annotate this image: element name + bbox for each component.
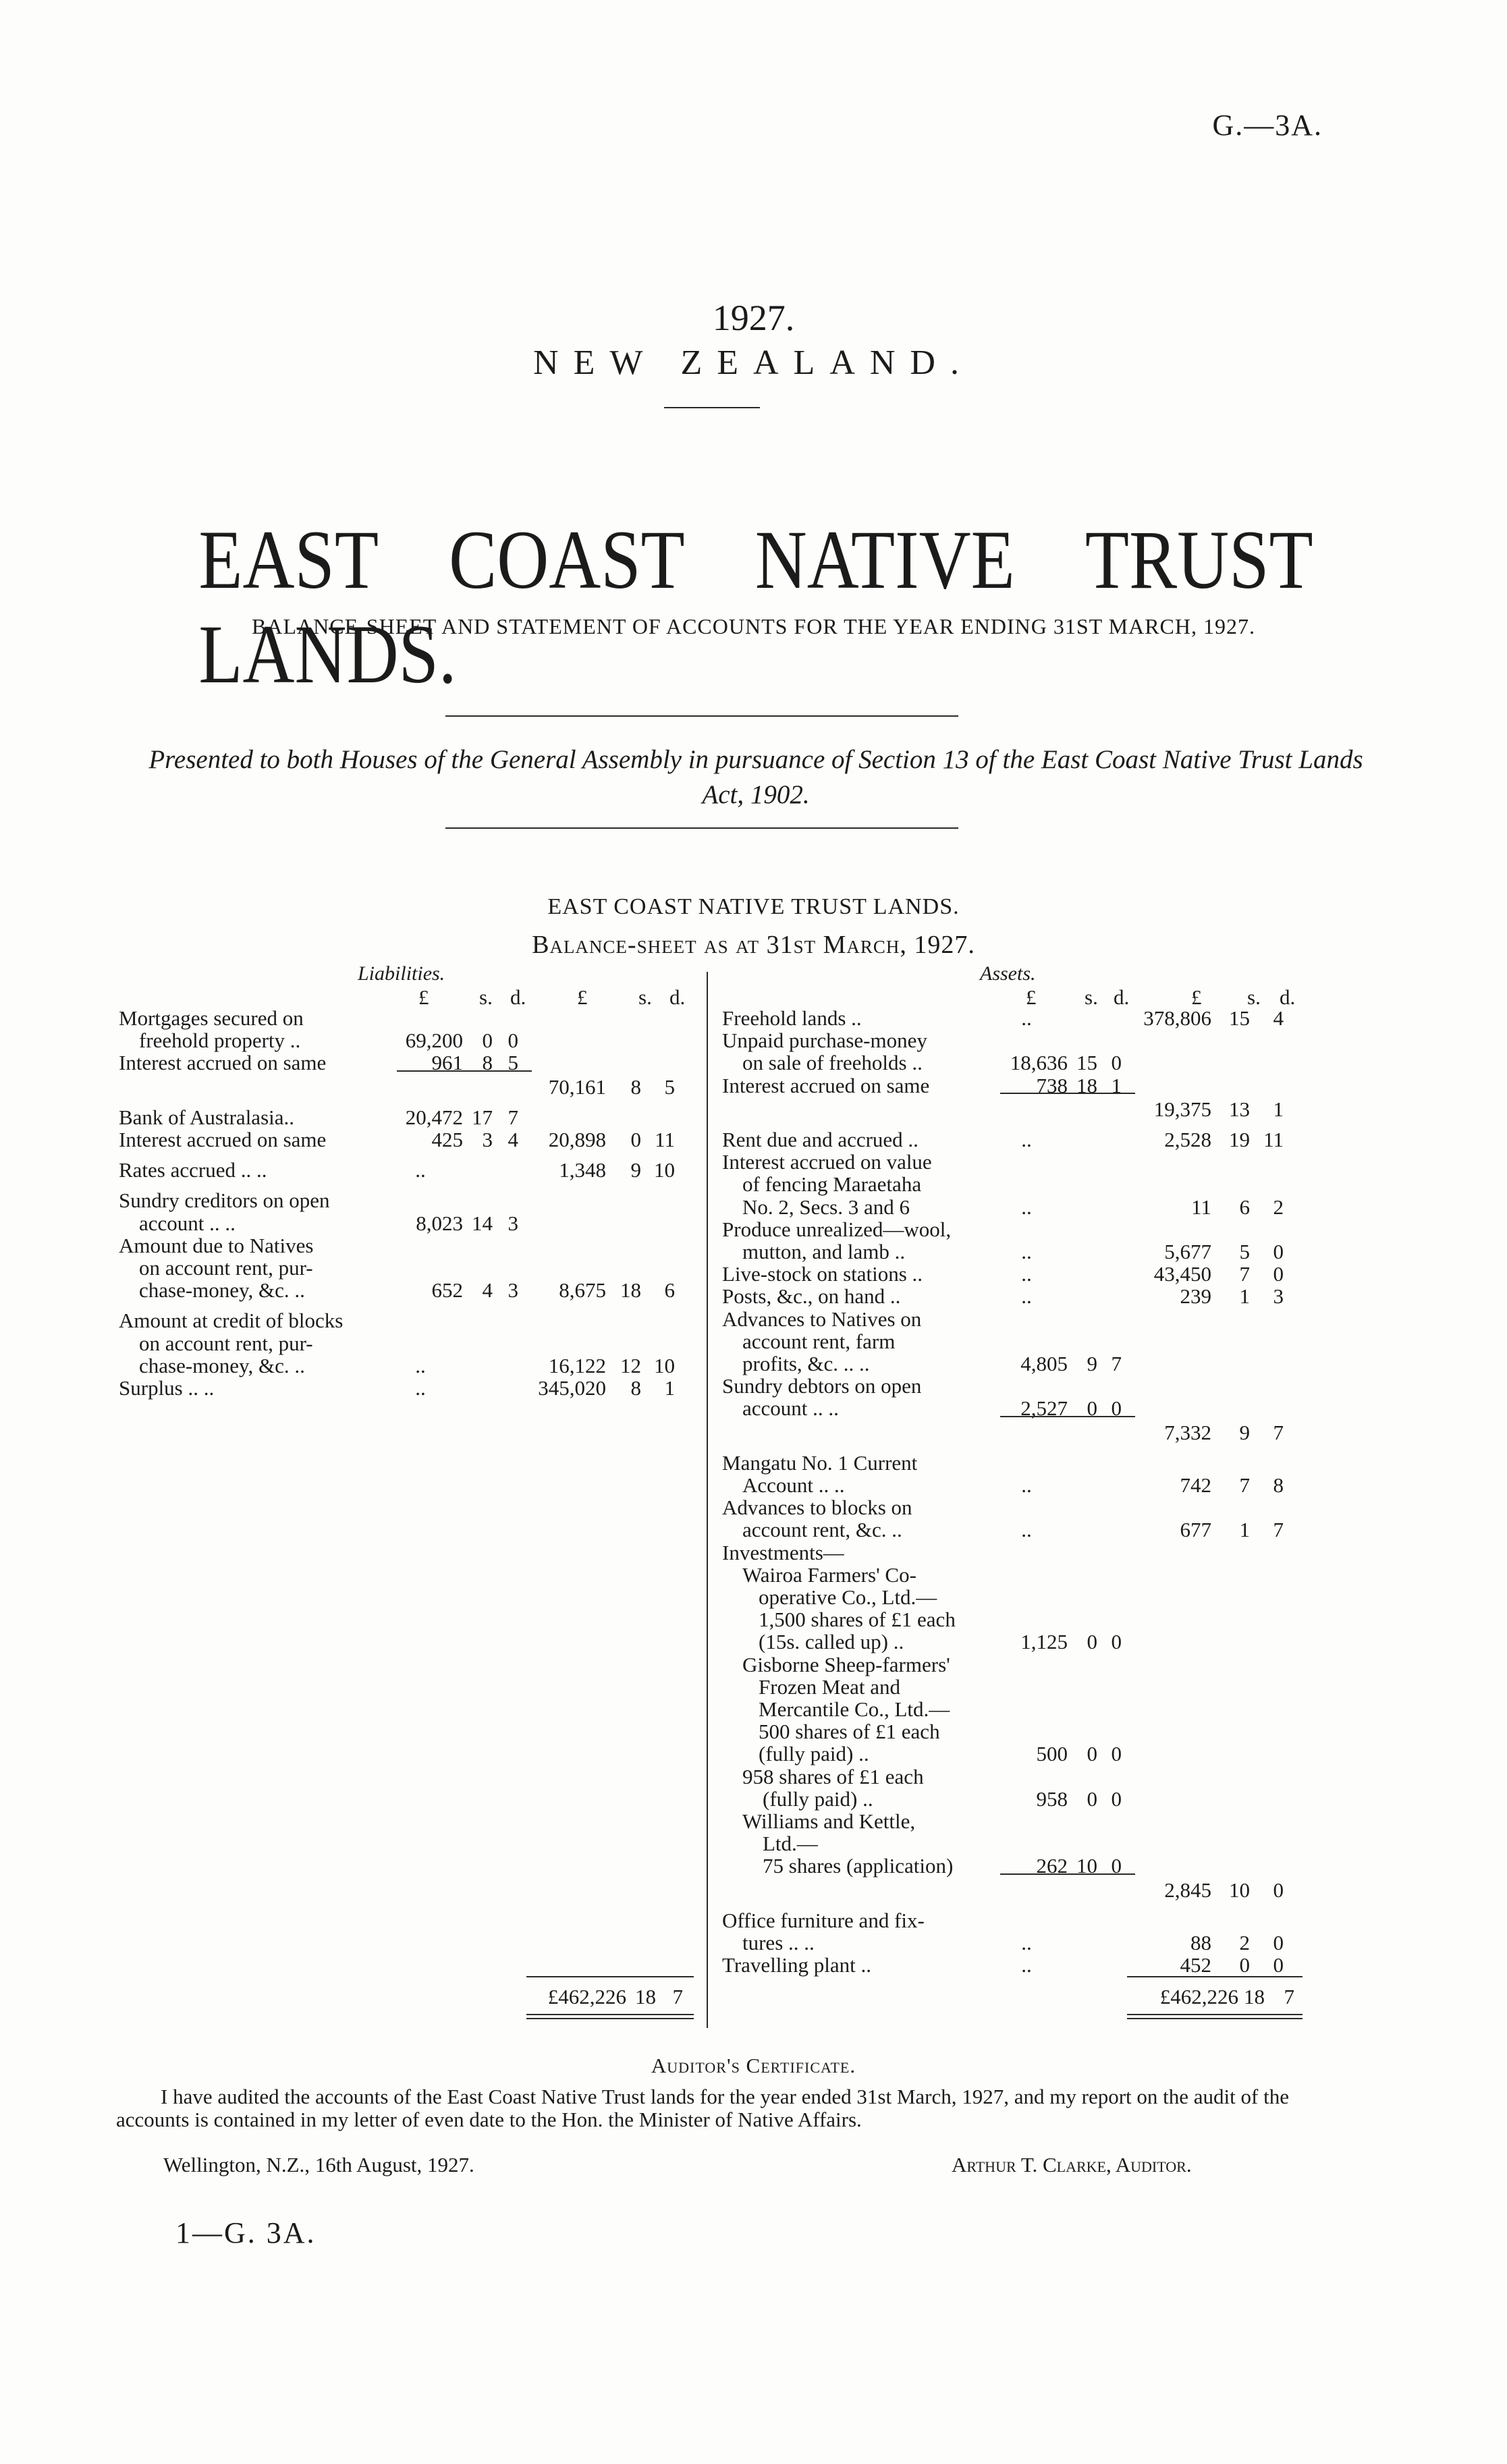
assets-total-pence: 11 xyxy=(1263,1128,1284,1151)
assets-sub-pounds: .. xyxy=(1021,1473,1032,1497)
assets-label: No. 2, Secs. 3 and 6 xyxy=(742,1195,910,1219)
assets-total-pounds: 742 xyxy=(1180,1473,1211,1497)
assets-sub-pence: 1 xyxy=(1111,1073,1122,1097)
liabilities-label: Liabilities. xyxy=(358,962,445,985)
assets-total-pounds: 378,806 xyxy=(1143,1006,1211,1030)
assets-total-rule-bottom-1 xyxy=(1127,2014,1303,2015)
liabilities-label: Amount at credit of blocks xyxy=(119,1309,344,1333)
liabilities-total-shillings: 12 xyxy=(620,1353,641,1377)
liabilities-subtotal-rule xyxy=(397,1070,532,1072)
liabilities-total-pence: 7 xyxy=(672,1985,683,2008)
liabilities-total-pence: 5 xyxy=(664,1074,675,1099)
assets-total-pence: 1 xyxy=(1273,1097,1284,1121)
assets-total-shillings: 0 xyxy=(1239,1953,1250,1977)
assets-label: account rent, &c. .. xyxy=(742,1518,902,1542)
auditor-certificate-body: I have audited the accounts of the East Coast Native Trust lands for the year ended 31st March, 1927, and my report on the audit of the accounts is contained in my letter of even date to the Hon. the Minister of Native Affairs. xyxy=(116,2085,1289,2131)
liabilities-total-pounds: 8,675 xyxy=(559,1278,606,1303)
liabilities-total-pounds: 16,122 xyxy=(548,1353,606,1377)
liabilities-label: Rates accrued .. .. xyxy=(119,1158,267,1182)
liabilities-label: on account rent, pur- xyxy=(139,1256,313,1280)
liabilities-total-pence: 10 xyxy=(654,1353,675,1377)
assets-total-shillings: 9 xyxy=(1239,1420,1250,1444)
assets-sub-pounds: 4,805 xyxy=(1020,1352,1068,1375)
assets-label: profits, &c. .. .. xyxy=(742,1352,870,1375)
assets-label: mutton, and lamb .. xyxy=(742,1240,906,1263)
assets-total-pence: 8 xyxy=(1273,1473,1284,1497)
assets-label: Ltd.— xyxy=(763,1832,818,1856)
assets-label: 1,500 shares of £1 each xyxy=(759,1608,956,1632)
assets-label: Mercantile Co., Ltd.— xyxy=(759,1697,950,1721)
liabilities-label: Interest accrued on same xyxy=(119,1128,327,1151)
assets-total-shillings: 19 xyxy=(1229,1128,1250,1151)
liabilities-label: Amount due to Natives xyxy=(119,1233,314,1257)
rule-below-presented xyxy=(445,827,958,829)
auditor-signature: Arthur T. Clarke, Auditor. xyxy=(952,2153,1192,2176)
assets-label: Sundry debtors on open xyxy=(722,1374,922,1398)
liabilities-label: Bank of Australasia.. xyxy=(119,1105,295,1129)
assets-total-pounds: 88 xyxy=(1190,1931,1211,1954)
document-subtitle: BALANCE-SHEET AND STATEMENT OF ACCOUNTS FOR THE YEAR ENDING 31ST MARCH, 1927. xyxy=(252,614,1255,638)
assets-label: Live-stock on stations .. xyxy=(722,1262,923,1286)
assets-total-pounds: 5,677 xyxy=(1164,1240,1211,1263)
assets-total-pounds: 11 xyxy=(1191,1195,1211,1219)
liabilities-sub-pounds: 69,200 xyxy=(405,1029,463,1053)
liabilities-label: on account rent, pur- xyxy=(139,1331,313,1355)
liab-total-pence-head: d. xyxy=(669,985,686,1009)
assets-subtotal-rule xyxy=(1000,1873,1135,1875)
assets-sub-pounds: 18,636 xyxy=(1010,1051,1068,1075)
assets-total-pounds: £462,226 xyxy=(1159,1985,1238,2008)
assets-label: operative Co., Ltd.— xyxy=(759,1585,937,1609)
assets-sub-pence: 0 xyxy=(1111,1630,1122,1654)
auditor-certificate-heading: Auditor's Certificate. xyxy=(651,2054,856,2077)
assets-sub-pounds: 738 xyxy=(1036,1073,1068,1097)
assets-total-pence: 0 xyxy=(1273,1240,1284,1263)
liabilities-total-rule-bottom-2 xyxy=(526,2018,694,2019)
assets-total-pence: 7 xyxy=(1273,1420,1284,1444)
liabilities-label: chase-money, &c. .. xyxy=(139,1353,305,1377)
assets-total-shillings: 1 xyxy=(1239,1284,1250,1309)
liab-sub-shillings-head: s. xyxy=(479,985,493,1009)
liab-sub-pounds-head: £ xyxy=(418,985,429,1009)
liabilities-sub-pounds: 652 xyxy=(431,1278,463,1303)
liabilities-sub-shillings: 3 xyxy=(482,1128,493,1151)
liabilities-total-shillings: 0 xyxy=(630,1128,641,1151)
assets-sub-pounds: .. xyxy=(1021,1518,1032,1542)
assets-label: Posts, &c., on hand .. xyxy=(722,1284,901,1309)
auditor-certificate-text xyxy=(116,2085,1289,2131)
assets-total-pounds: 452 xyxy=(1180,1953,1211,1977)
print-identifier: 1—G. 3A. xyxy=(175,2216,317,2249)
assets-label: Frozen Meat and xyxy=(759,1674,901,1699)
assets-sub-shillings: 18 xyxy=(1076,1073,1097,1097)
rule-above-presented xyxy=(445,715,958,717)
assets-sub-pence: 0 xyxy=(1111,1742,1122,1766)
liabilities-total-shillings: 9 xyxy=(630,1158,641,1182)
assets-total-pence: 7 xyxy=(1284,1985,1294,2008)
assets-label: Investments— xyxy=(722,1540,844,1564)
liab-total-pounds-head: £ xyxy=(577,985,588,1009)
assets-total-shillings: 5 xyxy=(1239,1240,1250,1263)
assets-total-pence: 0 xyxy=(1273,1262,1284,1286)
assets-total-pence: 2 xyxy=(1273,1195,1284,1219)
assets-label: Freehold lands .. xyxy=(722,1006,862,1030)
assets-label: on sale of freeholds .. xyxy=(742,1051,923,1075)
liabilities-sub-pounds: 961 xyxy=(431,1051,463,1075)
assets-label: Rent due and accrued .. xyxy=(722,1128,919,1151)
assets-total-shillings: 6 xyxy=(1239,1195,1250,1219)
assets-sub-pounds: .. xyxy=(1021,1128,1032,1151)
liabilities-total-shillings: 8 xyxy=(630,1074,641,1099)
assets-label: Office furniture and fix- xyxy=(722,1908,925,1932)
liabilities-total-pence: 10 xyxy=(654,1158,675,1182)
liabilities-sub-shillings: 4 xyxy=(482,1278,493,1303)
liabilities-sub-pounds: .. xyxy=(415,1158,426,1182)
assets-sub-shillings: 0 xyxy=(1087,1742,1097,1766)
assets-sub-pounds: .. xyxy=(1021,1240,1032,1263)
assets-sub-pence: 0 xyxy=(1111,1396,1122,1421)
assets-label: of fencing Maraetaha xyxy=(742,1172,922,1197)
liabilities-total-pounds: £462,226 xyxy=(547,1985,626,2008)
liabilities-sub-pounds: 8,023 xyxy=(416,1211,463,1235)
assets-label: tures .. .. xyxy=(742,1931,815,1954)
liabilities-sub-pence: 0 xyxy=(508,1029,518,1053)
assets-label: Mangatu No. 1 Current xyxy=(722,1450,918,1475)
liabilities-total-pounds: 345,020 xyxy=(538,1376,606,1400)
assets-sub-shillings: 15 xyxy=(1076,1051,1097,1075)
assets-label: Assets. xyxy=(980,962,1036,985)
liabilities-label: account .. .. xyxy=(139,1211,236,1235)
asset-sub-pence-head: d. xyxy=(1114,985,1130,1009)
assets-label: 958 shares of £1 each xyxy=(742,1764,924,1788)
liabilities-sub-pounds: 20,472 xyxy=(405,1105,463,1129)
liabilities-sub-shillings: 14 xyxy=(472,1211,493,1235)
assets-label: Produce unrealized—wool, xyxy=(722,1217,952,1241)
liabilities-total-shillings: 18 xyxy=(635,1985,656,2008)
liabilities-sub-pounds: .. xyxy=(415,1376,426,1400)
liabilities-total-rule-top xyxy=(526,1976,694,1977)
assets-total-pounds: 7,332 xyxy=(1164,1420,1211,1444)
assets-sub-pounds: .. xyxy=(1021,1931,1032,1954)
assets-sub-shillings: 9 xyxy=(1087,1352,1097,1375)
assets-total-pounds: 2,845 xyxy=(1164,1878,1211,1902)
assets-sub-shillings: 0 xyxy=(1087,1396,1097,1421)
liabilities-total-pounds: 70,161 xyxy=(548,1074,606,1099)
liabilities-total-pounds: 1,348 xyxy=(559,1158,606,1182)
assets-label: 500 shares of £1 each xyxy=(759,1720,940,1744)
presentation-note: Presented to both Houses of the General Assembly in pursuance of Section 13 of the East Coast Native Trust Lands Act, 1902. xyxy=(148,745,1363,809)
assets-label: Advances to blocks on xyxy=(722,1496,912,1520)
assets-label: Advances to Natives on xyxy=(722,1307,922,1331)
assets-total-pence: 0 xyxy=(1273,1878,1284,1902)
liabilities-sub-pounds: 425 xyxy=(431,1128,463,1151)
liabilities-sub-pence: 3 xyxy=(508,1211,518,1235)
balance-sheet-subheading: Balance-sheet as at 31st March, 1927. xyxy=(532,931,975,959)
liab-total-shillings-head: s. xyxy=(638,985,652,1009)
assets-total-shillings: 1 xyxy=(1239,1518,1250,1542)
assets-sub-pounds: 262 xyxy=(1036,1854,1068,1878)
assets-sub-pounds: .. xyxy=(1021,1284,1032,1309)
assets-label: Gisborne Sheep-farmers' xyxy=(742,1652,950,1676)
assets-total-pounds: 43,450 xyxy=(1153,1262,1211,1286)
assets-label: account rent, farm xyxy=(742,1329,896,1353)
assets-sub-pounds: .. xyxy=(1021,1262,1032,1286)
column-divider xyxy=(707,972,708,2028)
asset-total-shillings-head: s. xyxy=(1247,985,1261,1009)
assets-label: Interest accrued on value xyxy=(722,1150,932,1174)
assets-total-shillings: 13 xyxy=(1229,1097,1250,1121)
assets-label: (fully paid) .. xyxy=(759,1742,869,1766)
asset-total-pounds-head: £ xyxy=(1191,985,1202,1009)
assets-label: Wairoa Farmers' Co- xyxy=(742,1562,916,1587)
assets-sub-pence: 0 xyxy=(1111,1854,1122,1878)
assets-sub-shillings: 0 xyxy=(1087,1630,1097,1654)
liabilities-sub-pence: 7 xyxy=(508,1105,518,1129)
liabilities-label: Interest accrued on same xyxy=(119,1051,327,1075)
assets-total-pounds: 19,375 xyxy=(1153,1097,1211,1121)
assets-total-shillings: 10 xyxy=(1229,1878,1250,1902)
assets-label: Interest accrued on same xyxy=(722,1073,930,1097)
balance-sheet-heading: EAST COAST NATIVE TRUST LANDS. xyxy=(547,894,960,919)
auditor-place-date: Wellington, N.Z., 16th August, 1927. xyxy=(163,2153,474,2176)
short-rule xyxy=(664,407,760,408)
assets-total-pounds: 2,528 xyxy=(1164,1128,1211,1151)
assets-sub-shillings: 0 xyxy=(1087,1786,1097,1811)
liab-sub-pence-head: d. xyxy=(510,985,526,1009)
document-title: EAST COAST NATIVE TRUST LANDS. xyxy=(198,514,1313,701)
assets-total-shillings: 18 xyxy=(1244,1985,1265,2008)
assets-total-pounds: 239 xyxy=(1180,1284,1211,1309)
assets-sub-pounds: .. xyxy=(1021,1953,1032,1977)
assets-label: Unpaid purchase-money xyxy=(722,1029,927,1053)
assets-total-shillings: 7 xyxy=(1239,1262,1250,1286)
liabilities-sub-pence: 3 xyxy=(508,1278,518,1303)
liabilities-total-pence: 1 xyxy=(664,1376,675,1400)
assets-subtotal-rule xyxy=(1000,1416,1135,1417)
assets-total-pence: 0 xyxy=(1273,1953,1284,1977)
assets-label: account .. .. xyxy=(742,1396,839,1421)
country-heading: NEW ZEALAND. xyxy=(533,344,974,382)
liabilities-label: freehold property .. xyxy=(139,1029,301,1053)
assets-label: 75 shares (application) xyxy=(763,1854,954,1878)
assets-label: Account .. .. xyxy=(742,1473,845,1497)
liabilities-sub-shillings: 0 xyxy=(482,1029,493,1053)
assets-total-pounds: 677 xyxy=(1180,1518,1211,1542)
liabilities-label: chase-money, &c. .. xyxy=(139,1278,305,1303)
assets-sub-pounds: 1,125 xyxy=(1020,1630,1068,1654)
liabilities-label: Sundry creditors on open xyxy=(119,1188,330,1213)
liabilities-sub-pence: 4 xyxy=(508,1128,518,1151)
liabilities-sub-pounds: .. xyxy=(415,1353,426,1377)
document-number: G.—3A. xyxy=(1212,109,1323,142)
assets-sub-pounds: .. xyxy=(1021,1006,1032,1030)
liabilities-sub-pence: 5 xyxy=(508,1051,518,1075)
liabilities-label: Mortgages secured on xyxy=(119,1006,304,1030)
assets-sub-pence: 0 xyxy=(1111,1786,1122,1811)
assets-sub-pence: 7 xyxy=(1111,1352,1122,1375)
assets-total-shillings: 7 xyxy=(1239,1473,1250,1497)
assets-sub-pounds: .. xyxy=(1021,1195,1032,1219)
assets-total-rule-bottom-2 xyxy=(1127,2018,1303,2019)
liabilities-sub-shillings: 8 xyxy=(482,1051,493,1075)
liabilities-total-rule-bottom-1 xyxy=(526,2014,694,2015)
liabilities-total-pounds: 20,898 xyxy=(548,1128,606,1151)
assets-total-pence: 7 xyxy=(1273,1518,1284,1542)
liabilities-label: Surplus .. .. xyxy=(119,1376,215,1400)
asset-total-pence-head: d. xyxy=(1280,985,1296,1009)
liabilities-total-pence: 6 xyxy=(664,1278,675,1303)
assets-label: Travelling plant .. xyxy=(722,1953,872,1977)
assets-sub-pence: 0 xyxy=(1111,1051,1122,1075)
assets-subtotal-rule xyxy=(1000,1093,1135,1094)
assets-sub-pounds: 958 xyxy=(1036,1786,1068,1811)
assets-total-pence: 0 xyxy=(1273,1931,1284,1954)
assets-label: Williams and Kettle, xyxy=(742,1809,916,1833)
asset-sub-pounds-head: £ xyxy=(1026,985,1037,1009)
assets-sub-pounds: 2,527 xyxy=(1020,1396,1068,1421)
document-year: 1927. xyxy=(712,298,795,338)
liabilities-total-shillings: 8 xyxy=(630,1376,641,1400)
assets-label: (15s. called up) .. xyxy=(759,1630,904,1654)
liabilities-total-pence: 11 xyxy=(655,1128,675,1151)
liabilities-total-shillings: 18 xyxy=(620,1278,641,1303)
assets-total-pence: 4 xyxy=(1273,1006,1284,1030)
asset-sub-shillings-head: s. xyxy=(1085,985,1098,1009)
liabilities-sub-shillings: 17 xyxy=(472,1105,493,1129)
assets-label: (fully paid) .. xyxy=(763,1786,873,1811)
assets-sub-shillings: 10 xyxy=(1076,1854,1097,1878)
assets-total-pence: 3 xyxy=(1273,1284,1284,1309)
assets-total-shillings: 2 xyxy=(1239,1931,1250,1954)
assets-sub-pounds: 500 xyxy=(1036,1742,1068,1766)
assets-total-shillings: 15 xyxy=(1229,1006,1250,1030)
